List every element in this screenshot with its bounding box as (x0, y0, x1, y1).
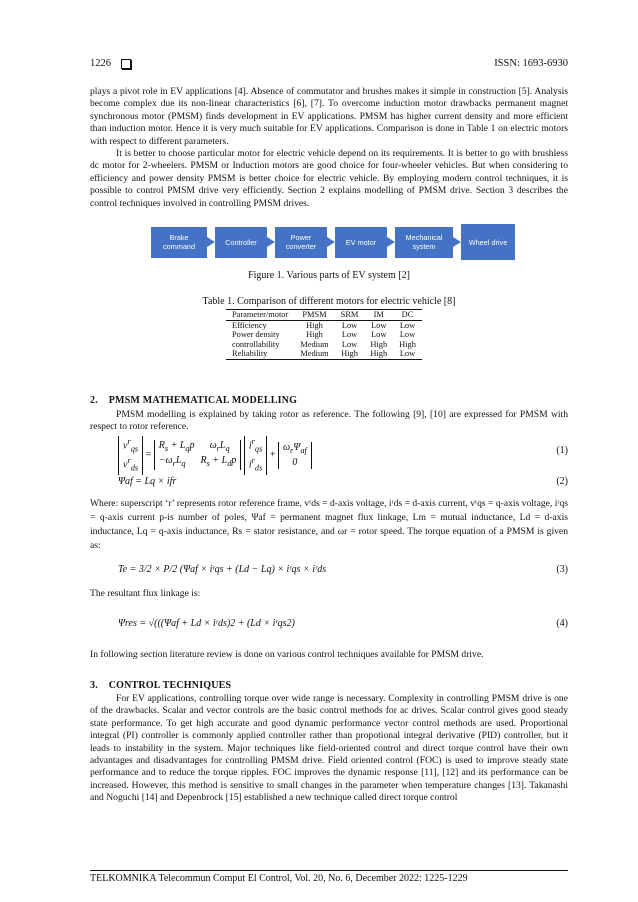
checkbox-icon (121, 59, 131, 69)
table-cell: High (370, 349, 388, 359)
block-controller: Controller (215, 227, 267, 258)
block-wheel-drive: Wheel drive (461, 224, 515, 260)
page-footer: TELKOMNIKA Telecommun Comput El Control, Vol. 20, No. 6, December 2022: 1225-1229 (90, 870, 568, 884)
section-heading-control: 3. CONTROL TECHNIQUES (90, 680, 232, 691)
table-header: Parameter/motor (232, 310, 289, 319)
table-cell: Efficiency (232, 320, 267, 330)
block-mechanical-system: Mechanical system (395, 227, 453, 258)
table-cell: Low (399, 349, 416, 359)
paragraph-modelling-intro: PMSM modelling is explained by taking rotor as reference. The following [9], [10] are expressed for PMSM with respect to rotor reference. (90, 409, 568, 433)
table-row (226, 340, 422, 350)
arrow-icon (453, 227, 461, 258)
page-header (90, 58, 568, 69)
table-cell: Low (371, 320, 387, 330)
paragraph-where: Where: superscript ‘r’ represents rotor reference frame, vʳds = d-axis voltage, iʳds = d-axis current, vʳqs = q-axis voltage, iʳqs = q-axis current p-is number of poles, Ψaf = permanent magnet flux linkage, Lm = mutual inductance, Ld = d-axis inductance, Lq = q-axis inductance, Rs = stator resistance, and ωr = rotor speed. The torque equation of a PMSM is given as: (90, 498, 568, 551)
equation-number: (2) (556, 476, 568, 487)
table-cell: Medium (300, 339, 329, 349)
arrow-icon (207, 227, 215, 258)
table-header: PMSM (302, 310, 327, 319)
equation-3: Te = 3/2 × P/2 (Ψaf × iʳqs + (Ld − Lq) × iʳqs × iʳds (118, 564, 327, 575)
table-cell: Low (341, 320, 358, 330)
table-cell: Power density (232, 330, 280, 340)
page-number: 1226 (90, 58, 111, 69)
table-cell: controllability (232, 339, 280, 349)
table-cell: High (341, 349, 358, 359)
table-cell: Low (341, 339, 358, 349)
table-cell: High (370, 339, 388, 349)
equation-number: (3) (556, 564, 568, 575)
section-heading-modelling: 2. PMSM MATHEMATICAL MODELLING (90, 395, 298, 406)
table-cell: High (306, 320, 323, 330)
ev-system-diagram (151, 222, 515, 262)
paragraph-flux: The resultant flux linkage is: (90, 588, 201, 599)
table-header: SRM (340, 310, 359, 319)
table-cell: Medium (300, 349, 329, 359)
table-cell: Low (399, 330, 416, 340)
block-ev-motor: EV motor (335, 227, 387, 258)
equation-4: Ψres = √(((Ψaf + Ld × iʳds)2 + (Ld × iʳqs2) (118, 618, 295, 629)
table-cell: Low (341, 330, 358, 340)
table-header: DC (401, 310, 414, 319)
block-brake-command: Brake command (151, 227, 207, 258)
table-header-row (226, 310, 422, 321)
equation-1: $v^r_{qs}$ $v^r_{ds} = R_s + L_qp$ $\omega_rL_q$ $-\omega_rL_q$ $R_s + L_dp$ $i^r_{qs}$ $i^r_{ds} + \omega_r\Psi_{af}$ 0 (118, 436, 312, 475)
comparison-table (226, 309, 422, 360)
table-row (226, 330, 422, 340)
table-row (226, 349, 422, 359)
arrow-icon (387, 227, 395, 258)
paragraph-review: In following section literature review is done on various control techniques available for PMSM drive. (90, 649, 484, 660)
table-cell: High (306, 330, 323, 340)
table-caption: Table 1. Comparison of different motors for electric vehicle [8] (202, 296, 456, 307)
table-cell: Low (371, 330, 387, 340)
equation-number: (4) (556, 618, 568, 629)
block-power-converter: Power converter (275, 227, 327, 258)
equation-2: Ψaf = Lq × ifr (118, 476, 177, 487)
equation-number: (1) (556, 445, 568, 456)
issn: ISSN: 1693-6930 (494, 58, 568, 69)
table-row (226, 320, 422, 330)
table-header: IM (373, 310, 384, 319)
table-cell: High (399, 339, 416, 349)
paragraph-motor-choice: It is better to choose particular motor for electric vehicle depend on its requirements. It is better to go with brushless dc motor for 2-wheelers. PMSM or Induction motors are good choice for four-wheeler vehicles. But when considering to efficiency and power density PMSM is better choice for electric vehicle. By employing modern control techniques, it is possible to control PMSM drive very efficiently. Section 2 explains modelling of PMSM drive. Section 3 describes the control techniques involved in controlling PMSM drives. (90, 148, 568, 209)
paragraph-control: For EV applications, controlling torque over wide range is necessary. Complexity in controlling PMSM drive is one of the drawbacks. Scalar and vector controls are the basic control methods for ac drives. Scalar control gives good steady state performance. To get high accurate and good dynamic performance vector control methods are used. Proportional integral (PI) controller is commonly applied controller rather than propotional integral derivative (PID) controller, but it leads to instability in the system. Major techniques like field-oriented control and direct torque control have their own advantages and disadvantages for controlling PMSM drive. Field oriented control (FOC) is used to improve steady state performance and to reduce the torque ripples. FOC improves the dynamic response [11], [12] and its performance can be increased. However, this method is sensitive to small changes in the parameter when temperature changes [13]. Takanashi and Noguchi [14] and Depenbrock [15] established a new technique called direct torque control (90, 693, 568, 804)
arrow-icon (327, 227, 335, 258)
arrow-icon (267, 227, 275, 258)
table-cell: Low (399, 320, 416, 330)
paragraph-intro: plays a pivot role in EV applications [4]. Absence of commutator and brushes makes it simple in construction [5]. Analysis become complex due its non-linear characteristics [6], [7]. To overcome induction motor drawbacks permanent magnet synchronous motor (PMSM) finds development in EV applications. PMSM has higher current density and more efficient than induction motor. Hence it is very much suitable for EV applications. Comparison is done in Table 1 on electric motors with respect to different parameters. (90, 86, 568, 147)
figure-caption: Figure 1. Various parts of EV system [2] (248, 270, 410, 281)
table-cell: Reliability (232, 349, 268, 359)
